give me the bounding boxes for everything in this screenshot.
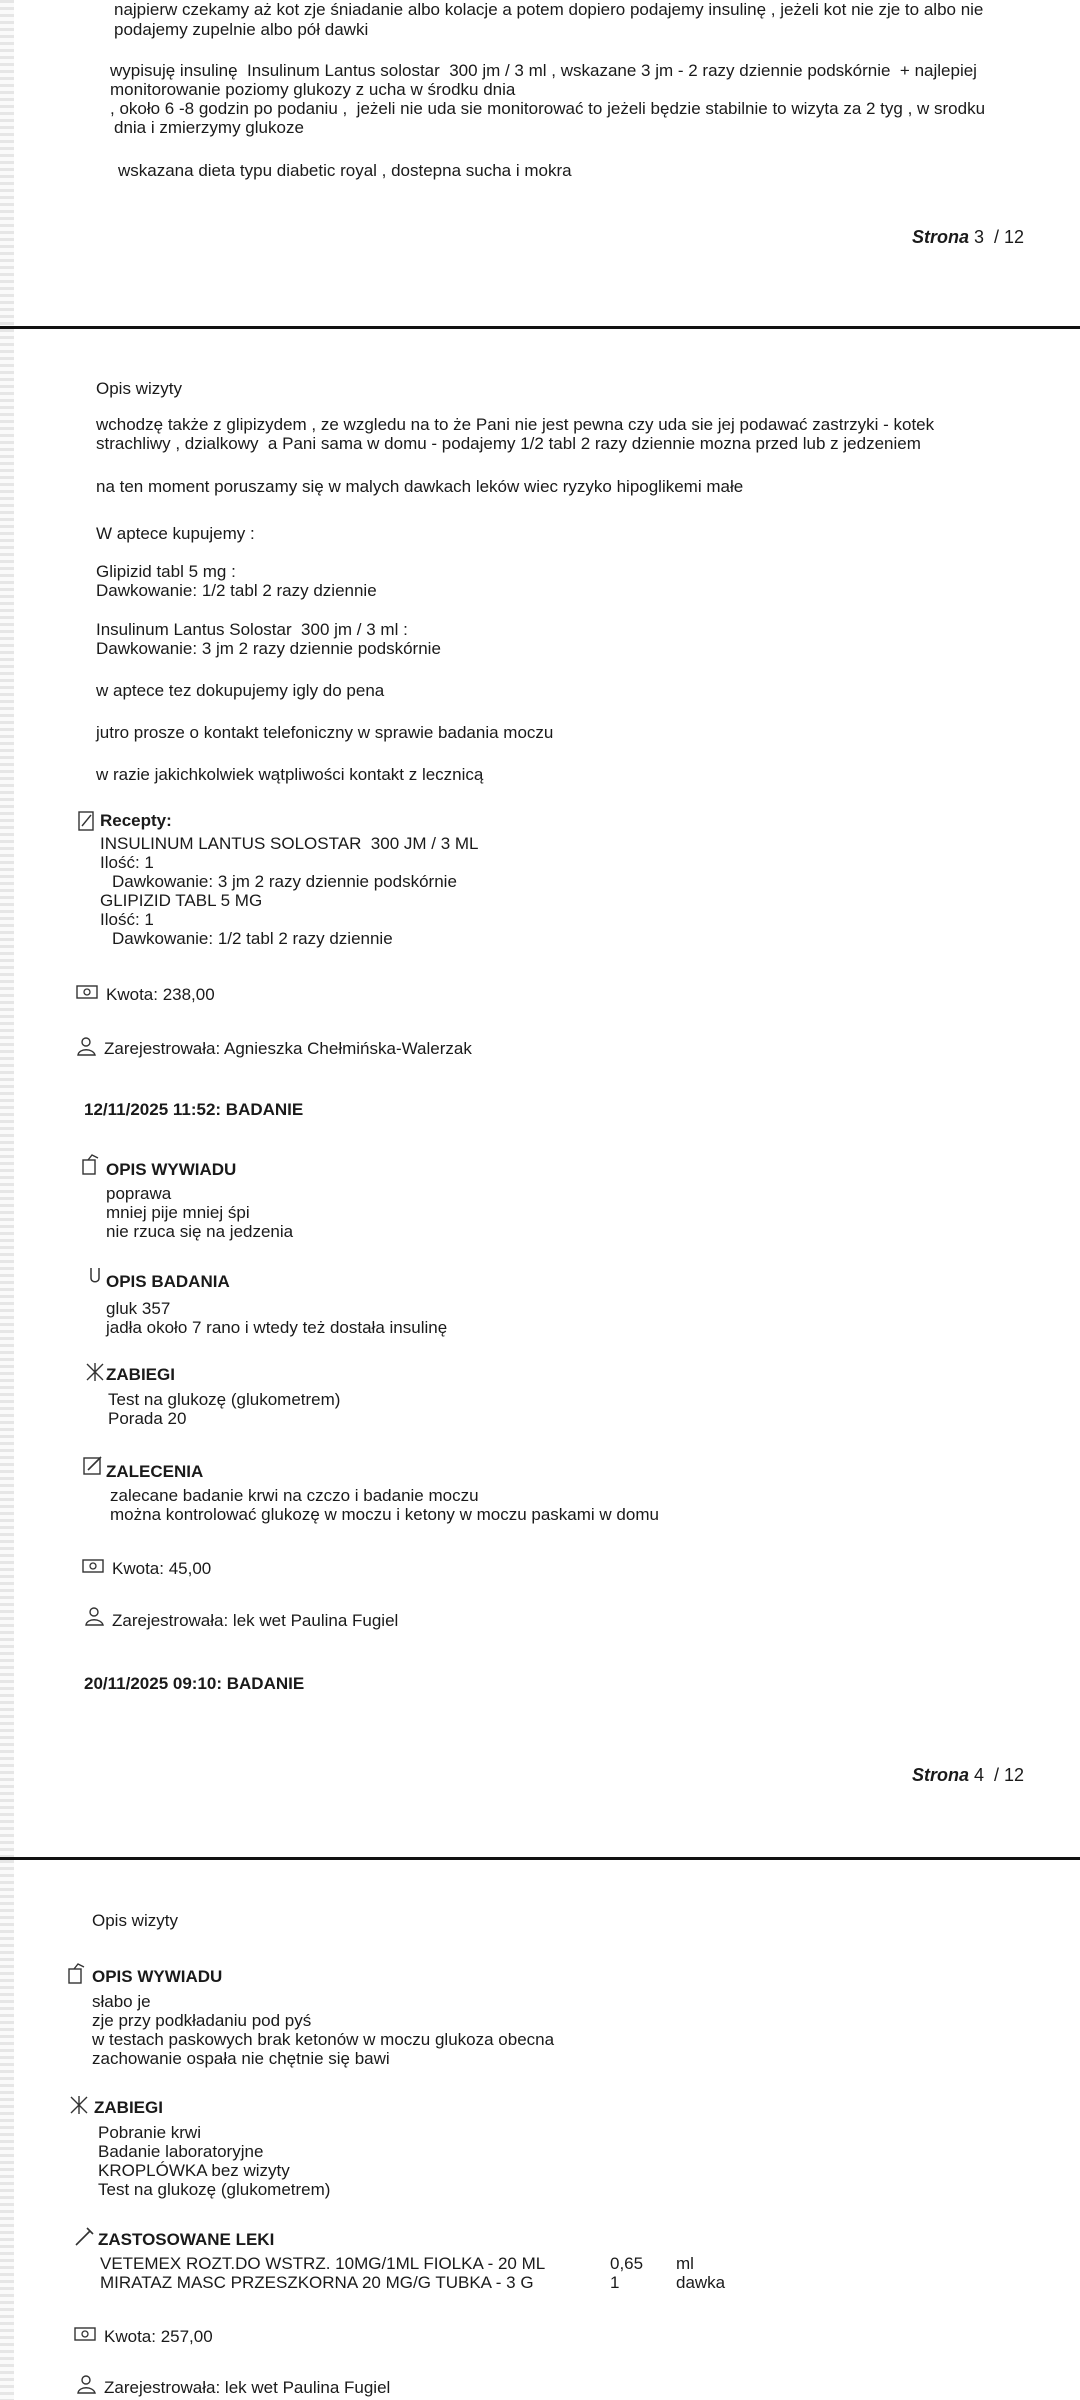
visit-title: 20/11/2025 09:10: BADANIE [84,1674,305,1693]
prescription-line: GLIPIZID TABL 5 MG [100,891,263,910]
registered-by: Zarejestrowała: lek wet Paulina Fugiel [112,1611,399,1630]
text-line: Insulinum Lantus Solostar 300 jm / 3 ml : [96,620,408,639]
section-title-wywiad: OPIS WYWIADU [106,1160,237,1179]
drug-name: VETEMEX ROZT.DO WSTRZ. 10MG/1ML FIOLKA - 20 ML [100,2254,546,2273]
page-header: Opis wizyty [92,1911,178,1930]
section-title-badania: OPIS BADANIA [106,1272,230,1291]
syringe-icon [74,2225,96,2247]
prescription-line: INSULINUM LANTUS SOLOSTAR 300 JM / 3 ML [100,834,479,853]
drug-unit: dawka [676,2273,726,2292]
user-icon [76,2373,98,2395]
page-number: Strona 4 / 12 [912,1765,1025,1785]
text-line: w testach paskowych brak ketonów w moczu glukoza obecna [92,2030,555,2049]
drug-unit: ml [676,2254,694,2273]
text-line: Glipizid tabl 5 mg : [96,562,236,581]
text-line: zalecane badanie krwi na czczo i badanie moczu [110,1486,479,1505]
procedure-icon [84,1361,106,1383]
text-line: Pobranie krwi [98,2123,201,2142]
text-line: strachliwy , dzialkowy a Pani sama w domu - podajemy 1/2 tabl 2 razy dziennie mozna przed lub z jedzeniem [96,434,921,453]
prescription-line: Ilość: 1 [100,910,154,929]
text-line: KROPLÓWKA bez wizyty [98,2161,290,2180]
amount: Kwota: 238,00 [106,985,215,1004]
interview-icon [80,1154,102,1176]
text-line: najpierw czekamy aż kot zje śniadanie albo kolacje a potem dopiero podajemy insulinę , jeżeli kot nie zje to albo nie [114,0,984,19]
text-line: jadła około 7 rano i wtedy też dostała insulinę [106,1318,448,1337]
amount: Kwota: 45,00 [112,1559,212,1578]
text-line: Badanie laboratoryjne [98,2142,264,2161]
money-icon [74,2323,96,2345]
prescription-line: Ilość: 1 [100,853,154,872]
page-header: Opis wizyty [96,379,182,398]
amount: Kwota: 257,00 [104,2327,213,2346]
section-title-wywiad: OPIS WYWIADU [92,1967,223,1986]
text-line: można kontrolować glukozę w moczu i ketony w moczu paskami w domu [110,1505,659,1524]
scan-edge [0,0,14,326]
visit-title: 12/11/2025 11:52: BADANIE [84,1100,304,1119]
edit-icon [82,1454,104,1476]
user-icon [76,1035,98,1057]
text-line: , około 6 -8 godzin po podaniu , jeżeli nie uda sie monitorować to jeżeli będzie stabilnie to wizyta za 2 tyg , w srodku [110,99,986,118]
prescription-line: Dawkowanie: 3 jm 2 razy dziennie podskórnie [112,872,457,891]
text-line: słabo je [92,1992,151,2011]
text-line: podajemy zupelnie albo pół dawki [114,20,369,39]
money-icon [82,1555,104,1577]
text-line: dnia i zmierzymy glukoze [114,118,304,137]
stethoscope-icon [84,1266,106,1288]
scan-edge [0,329,14,1857]
page-5 [0,1860,1080,2400]
text-line: gluk 357 [106,1299,171,1318]
text-line: monitorowanie poziomy glukozy z ucha w środku dnia [110,80,516,99]
text-line: w aptece tez dokupujemy igly do pena [96,681,385,700]
text-line: Porada 20 [108,1409,187,1428]
money-icon [76,981,98,1003]
prescription-icon [76,810,98,832]
drug-name: MIRATAZ MASC PRZESZKORNA 20 MG/G TUBKA - 3 G [100,2273,534,2292]
section-title-recepty: Recepty: [100,811,172,830]
prescription-line: Dawkowanie: 1/2 tabl 2 razy dziennie [112,929,393,948]
page-4 [0,329,1080,1857]
text-line: poprawa [106,1184,172,1203]
text-line: W aptece kupujemy : [96,524,255,543]
text-line: mniej pije mniej śpi [106,1203,250,1222]
procedure-icon [68,2094,90,2116]
text-line: Dawkowanie: 1/2 tabl 2 razy dziennie [96,581,377,600]
scan-edge [0,1860,14,2400]
text-line: nie rzuca się na jedzenia [106,1222,294,1241]
drug-qty: 1 [610,2273,620,2292]
section-title-zabiegi: ZABIEGI [106,1365,175,1384]
text-line: Dawkowanie: 3 jm 2 razy dziennie podskórnie [96,639,441,658]
text-line: wskazana dieta typu diabetic royal , dostepna sucha i mokra [118,161,572,180]
text-line: w razie jakichkolwiek wątpliwości kontakt z lecznicą [96,765,484,784]
text-line: wypisuję insulinę Insulinum Lantus solostar 300 jm / 3 ml , wskazane 3 jm - 2 razy dziennie podskórnie + najlepiej [110,61,977,80]
page-number: Strona 3 / 12 [912,227,1025,247]
text-line: jutro prosze o kontakt telefoniczny w sprawie badania moczu [96,723,554,742]
section-title-zalecenia: ZALECENIA [106,1462,204,1481]
registered-by: Zarejestrowała: lek wet Paulina Fugiel [104,2378,391,2397]
text-line: wchodzę także z glipizydem , ze wzgledu na to że Pani nie jest pewna czy uda sie jej podawać zastrzyki - kotek [96,415,935,434]
text-line: zje przy podkładaniu pod pyś [92,2011,312,2030]
text-line: zachowanie ospała nie chętnie się bawi [92,2049,390,2068]
user-icon [84,1605,106,1627]
registered-by: Zarejestrowała: Agnieszka Chełmińska-Walerzak [104,1039,472,1058]
text-line: Test na glukozę (glukometrem) [108,1390,341,1409]
drug-qty: 0,65 [610,2254,644,2273]
section-title-zabiegi: ZABIEGI [94,2098,163,2117]
text-line: na ten moment poruszamy się w malych dawkach leków wiec ryzyko hipoglikemi małe [96,477,744,496]
page-3-fragment [0,0,1080,326]
text-line: Test na glukozę (glukometrem) [98,2180,331,2199]
interview-icon [66,1963,88,1985]
section-title-leki: ZASTOSOWANE LEKI [98,2230,275,2249]
